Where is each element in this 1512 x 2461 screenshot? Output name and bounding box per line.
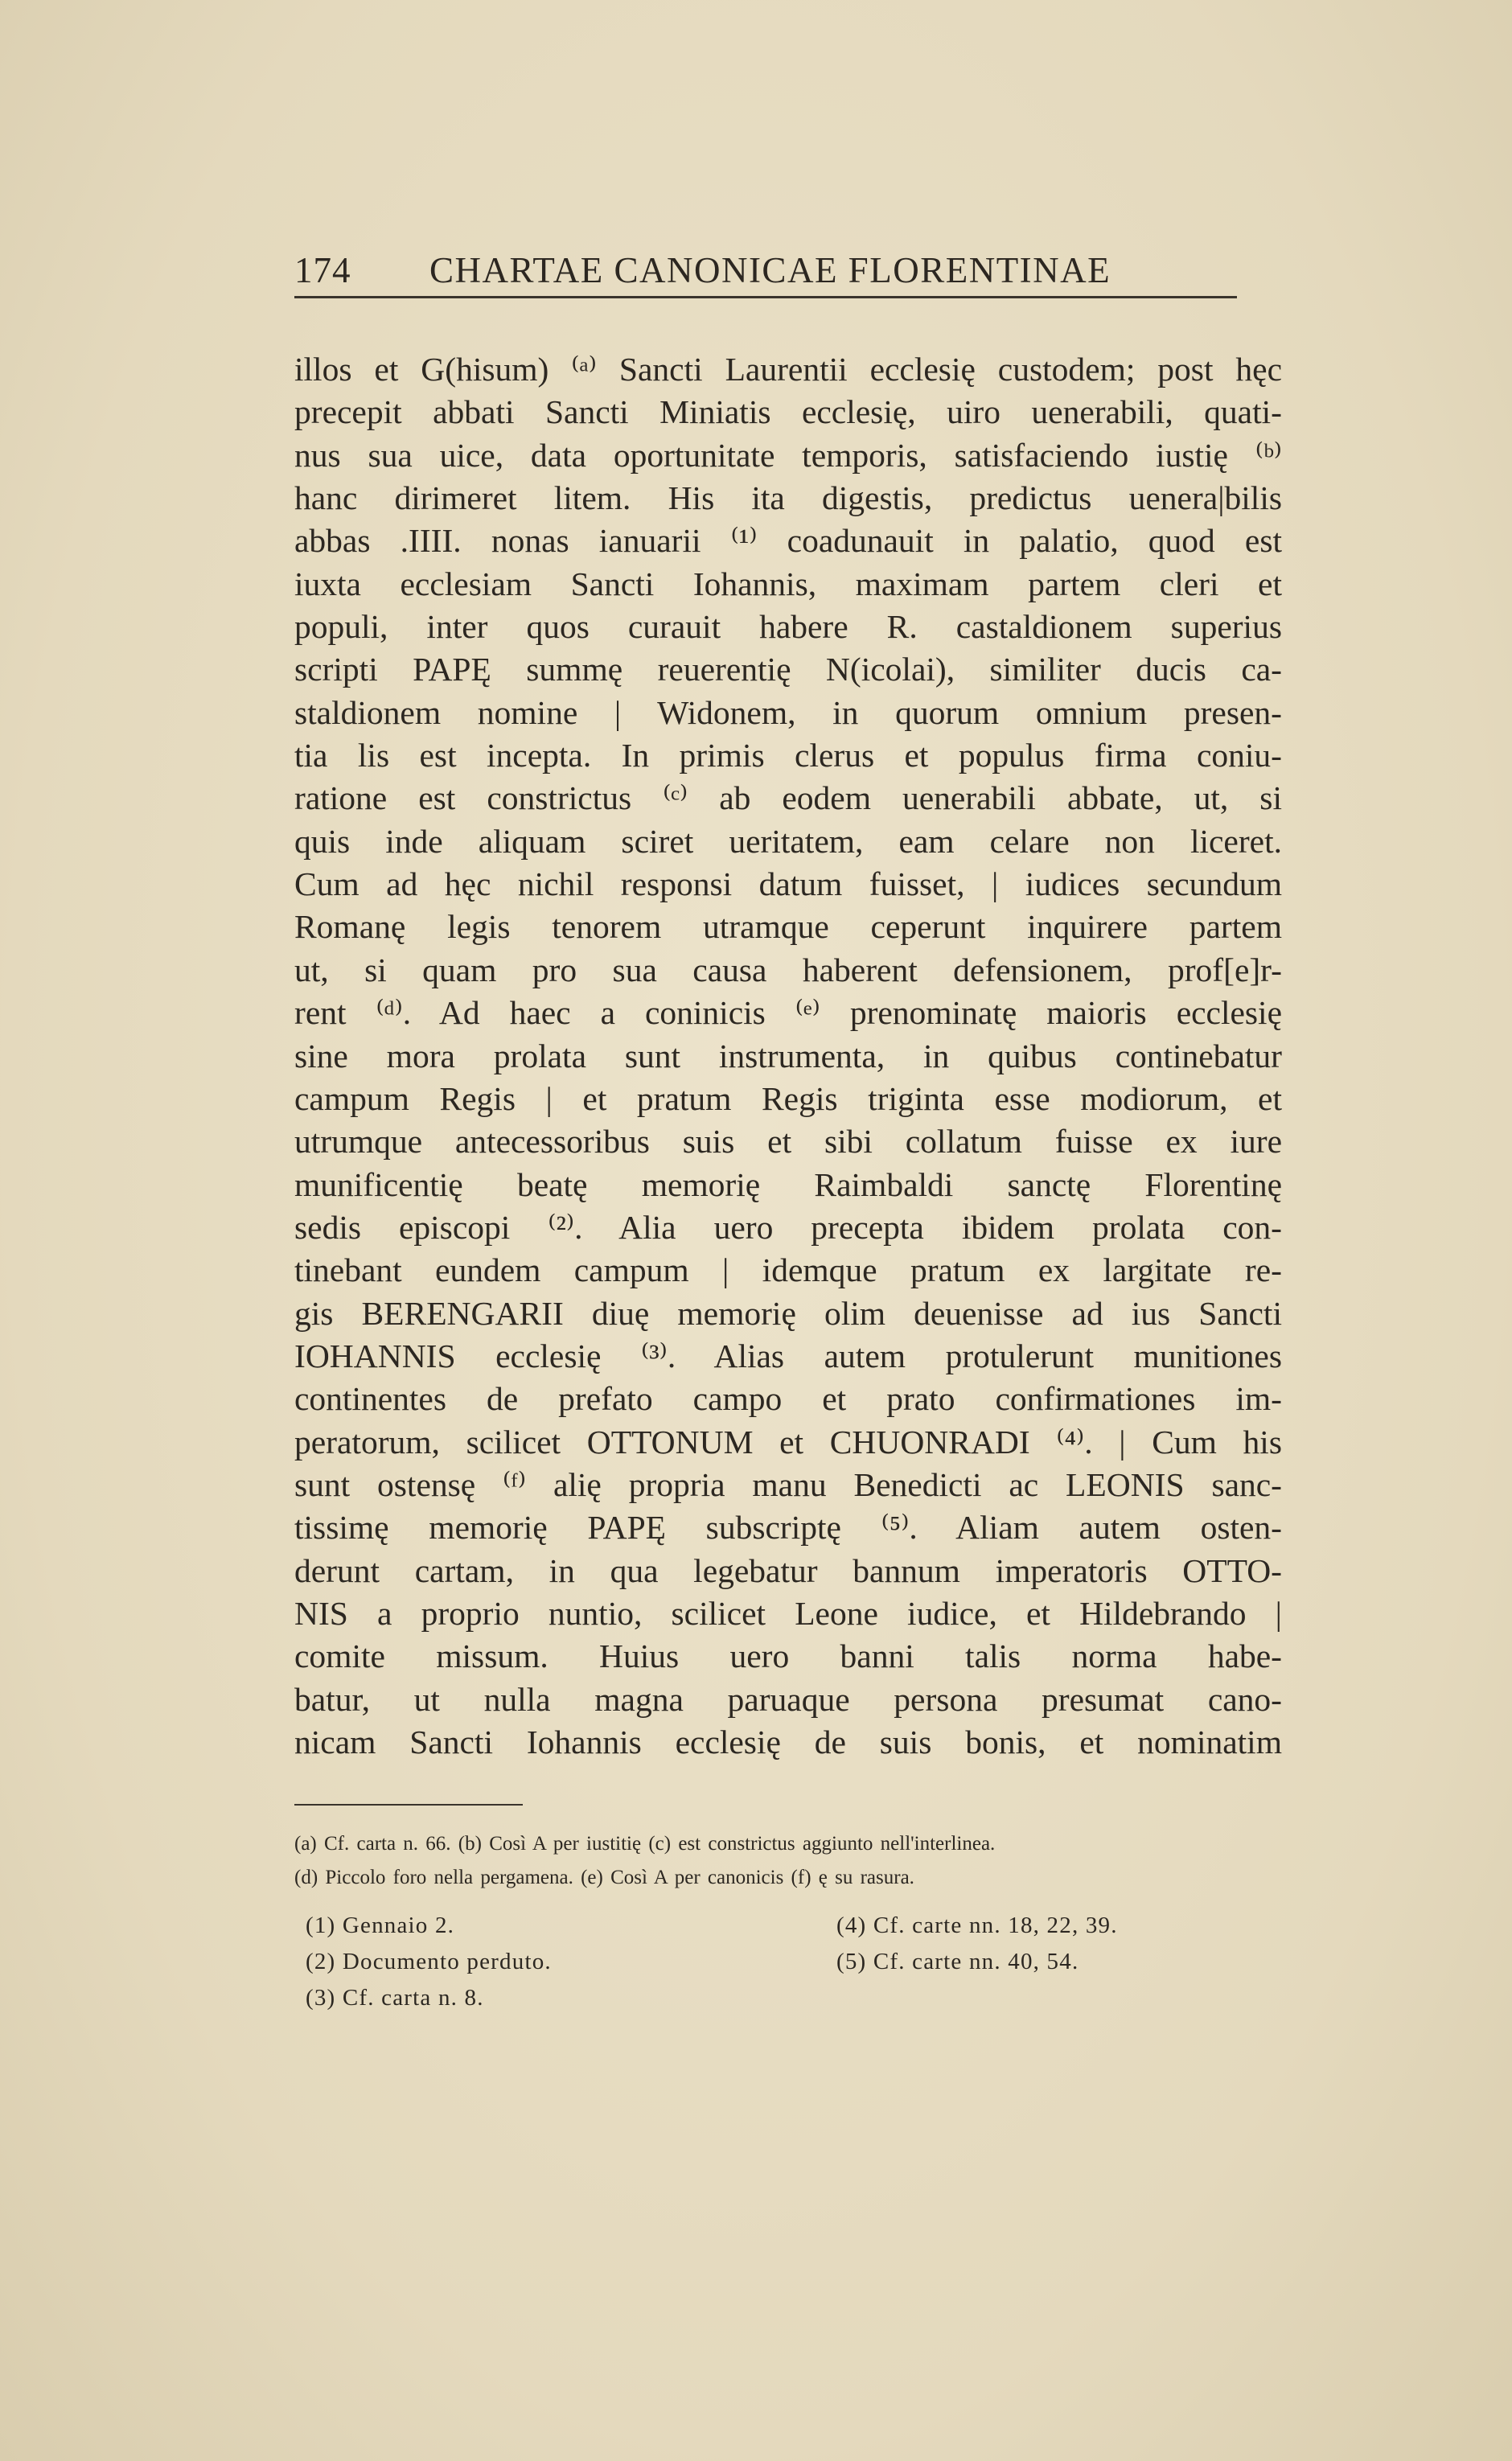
text-line: peratorum, scilicet OTTONUM et CHUONRADI ⁽⁴⁾. | Cum his — [294, 1423, 1282, 1461]
text-line: illos et G(hisum) ⁽ᵃ⁾ Sancti Laurentii ecclesię custodem; post hęc — [294, 351, 1282, 388]
text-line: iuxta ecclesiam Sancti Iohannis, maximam partem cleri et — [294, 565, 1282, 602]
text-line: rent ⁽ᵈ⁾. Ad haec a coninicis ⁽ᵉ⁾ prenominatę maioris ecclesię — [294, 994, 1282, 1032]
critical-apparatus — [294, 1827, 1295, 1895]
footnote: (2) Documento perduto. — [306, 1949, 552, 1974]
text-line: tia lis est incepta. In primis clerus et populus firma coniu- — [294, 737, 1282, 774]
text-line: nus sua uice, data oportunitate temporis, satisfaciendo iustię ⁽ᵇ⁾ — [294, 436, 1282, 474]
footnotes-right-column — [836, 1908, 1118, 1980]
footnote: (3) Cf. carta n. 8. — [306, 1985, 484, 2011]
critical-note-line: (a) Cf. carta n. 66. (b) Così A per iustitię (c) est constrictus aggiunto nell'interlinea. — [294, 1833, 996, 1855]
text-line: sedis episcopi ⁽²⁾. Alia uero precepta ibidem prolata con- — [294, 1208, 1282, 1246]
main-text — [294, 348, 1282, 1764]
text-line: campum Regis | et pratum Regis triginta esse modiorum, et — [294, 1079, 1282, 1117]
footnotes-left-column — [306, 1908, 552, 2016]
page-header — [294, 246, 1237, 298]
text-line: derunt cartam, in qua legebatur bannum imperatoris OTTO- — [294, 1551, 1282, 1589]
text-line: IOHANNIS ecclesię ⁽³⁾. Alias autem protulerunt munitiones — [294, 1337, 1282, 1374]
text-line: utrumque antecessoribus suis et sibi collatum fuisse ex iure — [294, 1123, 1282, 1161]
text-line: gis BERENGARII diuę memorię olim deuenisse ad ius Sancti — [294, 1294, 1282, 1332]
text-line: scripti PAPĘ summę reuerentię N(icolai), similiter ducis ca- — [294, 651, 1282, 688]
footnote: (4) Cf. carte nn. 18, 22, 39. — [836, 1913, 1118, 1938]
text-line: NIS a proprio nuntio, scilicet Leone iudice, et Hildebrando | — [294, 1594, 1282, 1632]
text-line: comite missum. Huius uero banni talis norma habe- — [294, 1637, 1282, 1675]
text-line: Romanę legis tenorem utramque ceperunt inquirere partem — [294, 908, 1282, 946]
text-line: ratione est constrictus ⁽ᶜ⁾ ab eodem uenerabili abbate, ut, si — [294, 779, 1282, 817]
critical-note-line: (d) Piccolo foro nella pergamena. (e) Così A per canonicis (f) ę su rasura. — [294, 1867, 914, 1888]
text-line: populi, inter quos curauit habere R. castaldionem superius — [294, 608, 1282, 646]
running-title: CHARTAE CANONICAE FLORENTINAE — [429, 250, 1111, 290]
text-line: Cum ad hęc nichil responsi datum fuisset, | iudices secundum — [294, 865, 1282, 903]
text-line: sine mora prolata sunt instrumenta, in quibus continebatur — [294, 1037, 1282, 1074]
text-line: munificentię beatę memorię Raimbaldi sanctę Florentinę — [294, 1165, 1282, 1203]
text-line: batur, ut nulla magna paruaque persona presumat cano- — [294, 1680, 1282, 1718]
text-line: hanc dirimeret litem. His ita digestis, predictus uenera|bilis — [294, 479, 1282, 517]
text-line: abbas .IIII. nonas ianuarii ⁽¹⁾ coadunauit in palatio, quod est — [294, 522, 1282, 560]
text-line: tissimę memorię PAPĘ subscriptę ⁽⁵⁾. Aliam autem osten- — [294, 1509, 1282, 1547]
text-line: nicam Sancti Iohannis ecclesię de suis bonis, et nominatim — [294, 1724, 1282, 1760]
text-line: sunt ostensę ⁽ᶠ⁾ alię propria manu Benedicti ac LEONIS sanc- — [294, 1465, 1282, 1503]
text-line: tinebant eundem campum | idemque pratum ex largitate re- — [294, 1251, 1282, 1289]
text-line: precepit abbati Sancti Miniatis ecclesię, uiro uenerabili, quati- — [294, 393, 1282, 431]
footnote-divider — [294, 1804, 523, 1806]
text-line: ut, si quam pro sua causa haberent defensionem, prof[e]r- — [294, 951, 1282, 988]
text-line: staldionem nomine | Widonem, in quorum omnium presen- — [294, 693, 1282, 731]
footnote: (5) Cf. carte nn. 40, 54. — [836, 1949, 1079, 1974]
footnote: (1) Gennaio 2. — [306, 1913, 455, 1938]
page-number: 174 — [294, 250, 351, 290]
text-line: quis inde aliquam sciret ueritatem, eam celare non liceret. — [294, 822, 1282, 860]
text-line: continentes de prefato campo et prato confirmationes im- — [294, 1380, 1282, 1418]
